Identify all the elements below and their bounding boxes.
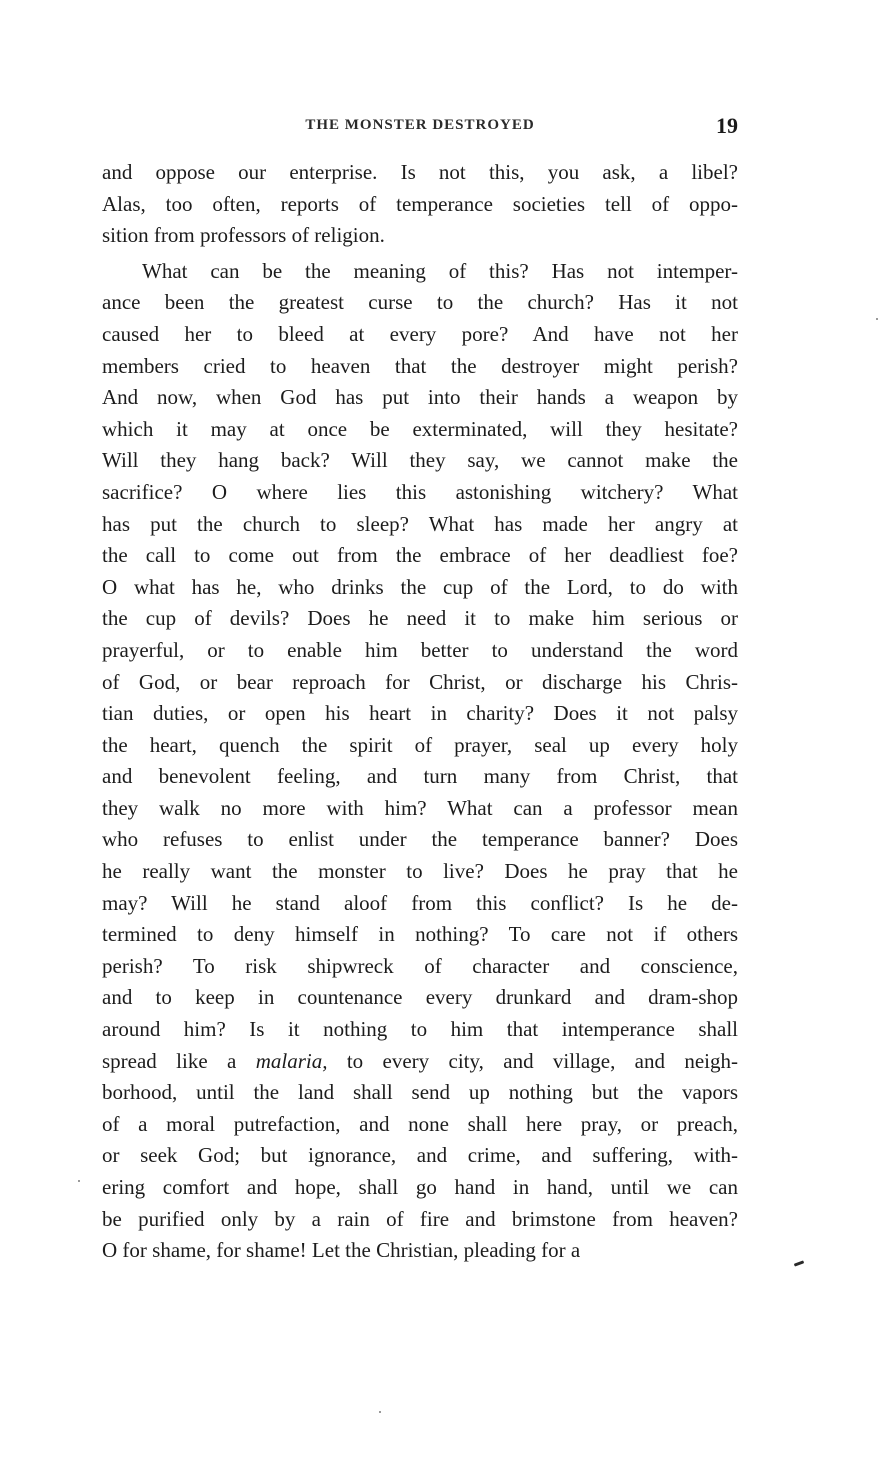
text-line: borhood, until the land shall send up nothing but the vapors — [102, 1080, 738, 1105]
text-line: and to keep in countenance every drunkard and dram-shop — [102, 985, 738, 1010]
text-line: or seek God; but ignorance, and crime, and suffering, with- — [102, 1143, 738, 1168]
text-run: spread like a — [102, 1048, 256, 1073]
text-line: prayerful, or to enable him better to understand the word — [102, 637, 738, 662]
text-line: And now, when God has put into their hands a weapon by — [102, 385, 738, 410]
text-line: Will they hang back? Will they say, we cannot make the — [102, 448, 738, 473]
body-text — [102, 157, 738, 1267]
text-line: the call to come out from the embrace of her deadliest foe? — [102, 543, 738, 568]
text-line: perish? To risk shipwreck of character and conscience, — [102, 953, 738, 978]
text-line: he really want the monster to live? Does he pray that he — [102, 859, 738, 884]
running-title: THE MONSTER DESTROYED — [305, 117, 535, 133]
page-number: 19 — [716, 113, 738, 138]
text-line: sacrifice? O where lies this astonishing witchery? What — [102, 479, 738, 504]
running-header — [102, 113, 738, 141]
text-line: ance been the greatest curse to the church? Has it not — [102, 290, 738, 315]
text-line: who refuses to enlist under the temperance banner? Does — [102, 827, 738, 852]
text-line: members cried to heaven that the destroyer might perish? — [102, 353, 738, 378]
text-line: and oppose our enterprise. Is not this, you ask, a libel? — [102, 160, 738, 184]
text-line: be purified only by a rain of fire and brimstone from heaven? — [102, 1206, 738, 1231]
text-line: may? Will he stand aloof from this conflict? Is he de- — [102, 890, 738, 915]
text-line-with-italic — [102, 1046, 738, 1078]
text-run: to every city, and village, and neigh- — [327, 1048, 738, 1073]
text-line: the heart, quench the spirit of prayer, seal up every holy — [102, 732, 738, 757]
text-line: tian duties, or open his heart in charity? Does it not palsy — [102, 701, 738, 726]
text-line: the cup of devils? Does he need it to make him serious or — [102, 606, 738, 631]
scan-speck — [876, 318, 878, 320]
text-line: around him? Is it nothing to him that intemperance shall — [102, 1017, 738, 1042]
text-line: sition from professors of religion. — [102, 223, 385, 248]
text-line: O for shame, for shame! Let the Christian, pleading for a — [102, 1238, 581, 1263]
text-line: has put the church to sleep? What has made her angry at — [102, 511, 738, 536]
text-line: caused her to bleed at every pore? And have not her — [102, 321, 738, 346]
scan-speck — [379, 1411, 381, 1413]
text-line: O what has he, who drinks the cup of the Lord, to do with — [102, 574, 738, 599]
text-line: What can be the meaning of this? Has not intemper- — [142, 258, 738, 283]
text-line: they walk no more with him? What can a professor mean — [102, 795, 738, 820]
text-line: of God, or bear reproach for Christ, or discharge his Chris- — [102, 669, 738, 694]
text-line: and benevolent feeling, and turn many from Christ, that — [102, 764, 738, 789]
scan-speck — [78, 1180, 80, 1182]
text-line: Alas, too often, reports of temperance societies tell of oppo- — [102, 191, 738, 216]
text-line: termined to deny himself in nothing? To care not if others — [102, 922, 738, 947]
margin-mark — [794, 1260, 804, 1266]
text-line: which it may at once be exterminated, will they hesitate? — [102, 416, 738, 441]
italic-word: malaria, — [255, 1048, 328, 1073]
text-line: ering comfort and hope, shall go hand in hand, until we can — [102, 1175, 738, 1199]
text-line: of a moral putrefaction, and none shall here pray, or preach, — [102, 1111, 738, 1136]
